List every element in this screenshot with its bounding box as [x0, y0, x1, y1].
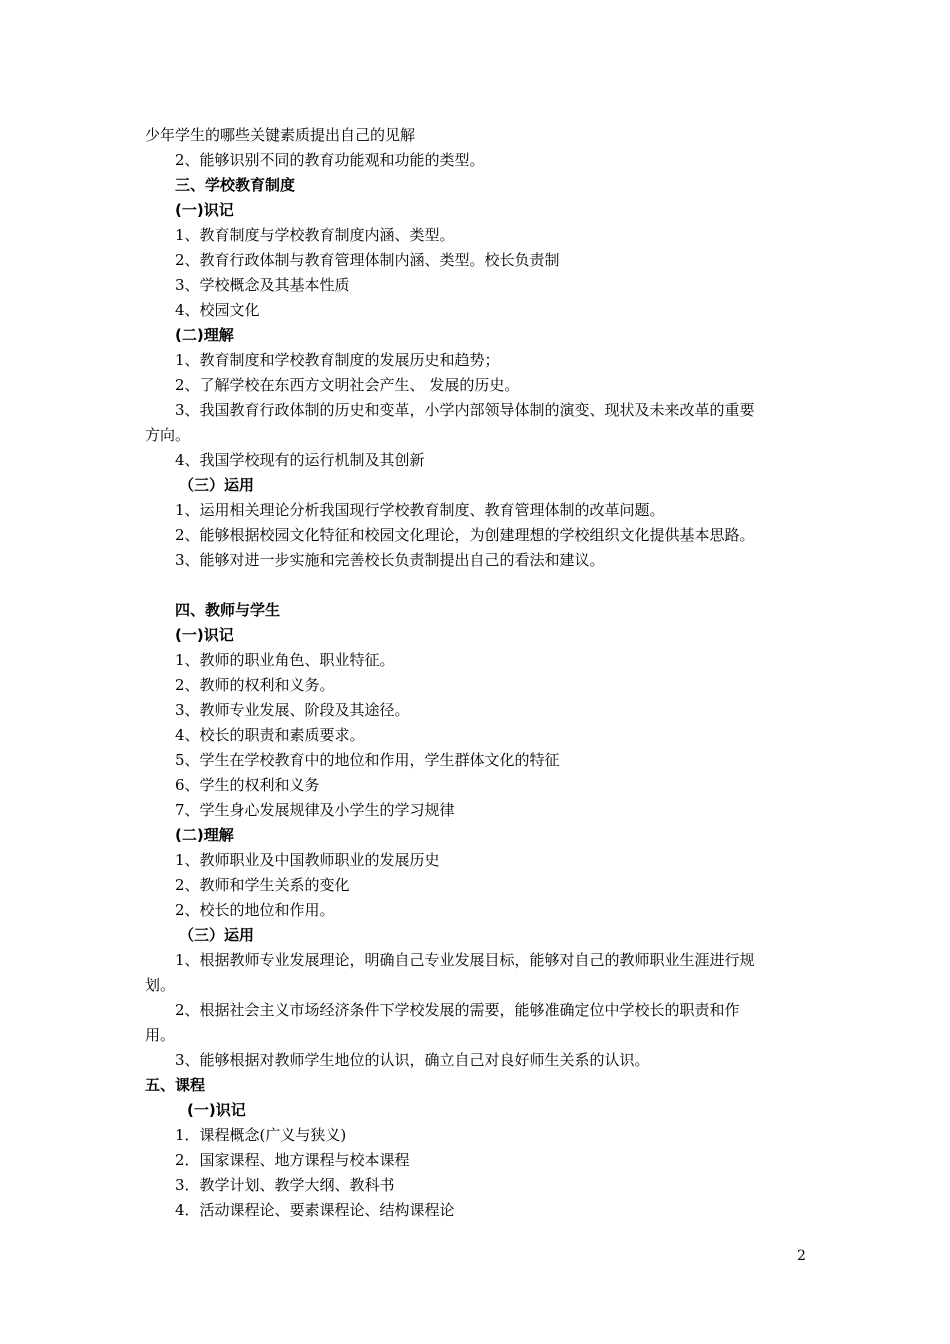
- subsection-heading: (二)理解: [175, 826, 234, 844]
- text-line: 1、教育制度与学校教育制度内涵、类型。: [175, 226, 455, 244]
- page-number: 2: [797, 1248, 806, 1264]
- text-line: 1、根据教师专业发展理论，明确自己专业发展目标，能够对自己的教师职业生涯进行规: [175, 951, 755, 969]
- section-heading: 三、学校教育制度: [175, 176, 296, 194]
- subsection-heading: (一)识记: [175, 201, 234, 219]
- text-line: 用。: [145, 1026, 176, 1044]
- text-line: 2、教育行政体制与教育管理体制内涵、类型。校长负责制: [175, 251, 560, 269]
- subsection-heading: （三）运用: [179, 926, 255, 944]
- text-line: 3、能够根据对教师学生地位的认识，确立自己对良好师生关系的认识。: [175, 1051, 650, 1069]
- text-line: 2、能够根据校园文化特征和校园文化理论，为创建理想的学校组织文化提供基本思路。: [175, 526, 755, 544]
- text-line: 2、教师的权利和义务。: [175, 676, 335, 694]
- text-line: 4、我国学校现有的运行机制及其创新: [175, 451, 425, 469]
- text-line: 1、运用相关理论分析我国现行学校教育制度、教育管理体制的改革问题。: [175, 501, 665, 519]
- text-line: 方向。: [145, 426, 191, 444]
- text-line: 4、校园文化: [175, 301, 260, 319]
- text-line: 2、了解学校在东西方文明社会产生、 发展的历史。: [175, 376, 520, 394]
- text-line: 4．活动课程论、要素课程论、结构课程论: [175, 1201, 455, 1219]
- text-line: 3、我国教育行政体制的历史和变革，小学内部领导体制的演变、现状及未来改革的重要: [175, 401, 755, 419]
- text-line: 3、学校概念及其基本性质: [175, 276, 350, 294]
- text-line: 1、教育制度和学校教育制度的发展历史和趋势；: [175, 351, 500, 369]
- text-line: 2、能够识别不同的教育功能观和功能的类型。: [175, 151, 485, 169]
- text-line: 6、学生的权利和义务: [175, 776, 320, 794]
- section-heading: 四、教师与学生: [175, 601, 281, 619]
- text-line: 1、教师的职业角色、职业特征。: [175, 651, 395, 669]
- text-line: 1．课程概念(广义与狭义): [175, 1126, 347, 1144]
- subsection-heading: （三）运用: [179, 476, 255, 494]
- text-line: 3、能够对进一步实施和完善校长负责制提出自己的看法和建议。: [175, 551, 605, 569]
- text-line: 划。: [145, 976, 176, 994]
- text-line: 少年学生的哪些关键素质提出自己的见解: [145, 126, 416, 144]
- text-line: 2、根据社会主义市场经济条件下学校发展的需要，能够准确定位中学校长的职责和作: [175, 1001, 740, 1019]
- text-line: 3．教学计划、教学大纲、教科书: [175, 1176, 395, 1194]
- text-line: 2．国家课程、地方课程与校本课程: [175, 1151, 410, 1169]
- section-heading: 五、课程: [145, 1076, 206, 1094]
- text-line: 5、学生在学校教育中的地位和作用，学生群体文化的特征: [175, 751, 560, 769]
- subsection-heading: (一)识记: [187, 1101, 246, 1119]
- text-line: 2、教师和学生关系的变化: [175, 876, 350, 894]
- text-line: 7、学生身心发展规律及小学生的学习规律: [175, 801, 455, 819]
- text-line: 1、教师职业及中国教师职业的发展历史: [175, 851, 440, 869]
- subsection-heading: (一)识记: [175, 626, 234, 644]
- text-line: 4、校长的职责和素质要求。: [175, 726, 365, 744]
- subsection-heading: (二)理解: [175, 326, 234, 344]
- text-line: 2、校长的地位和作用。: [175, 901, 335, 919]
- text-line: 3、教师专业发展、阶段及其途径。: [175, 701, 410, 719]
